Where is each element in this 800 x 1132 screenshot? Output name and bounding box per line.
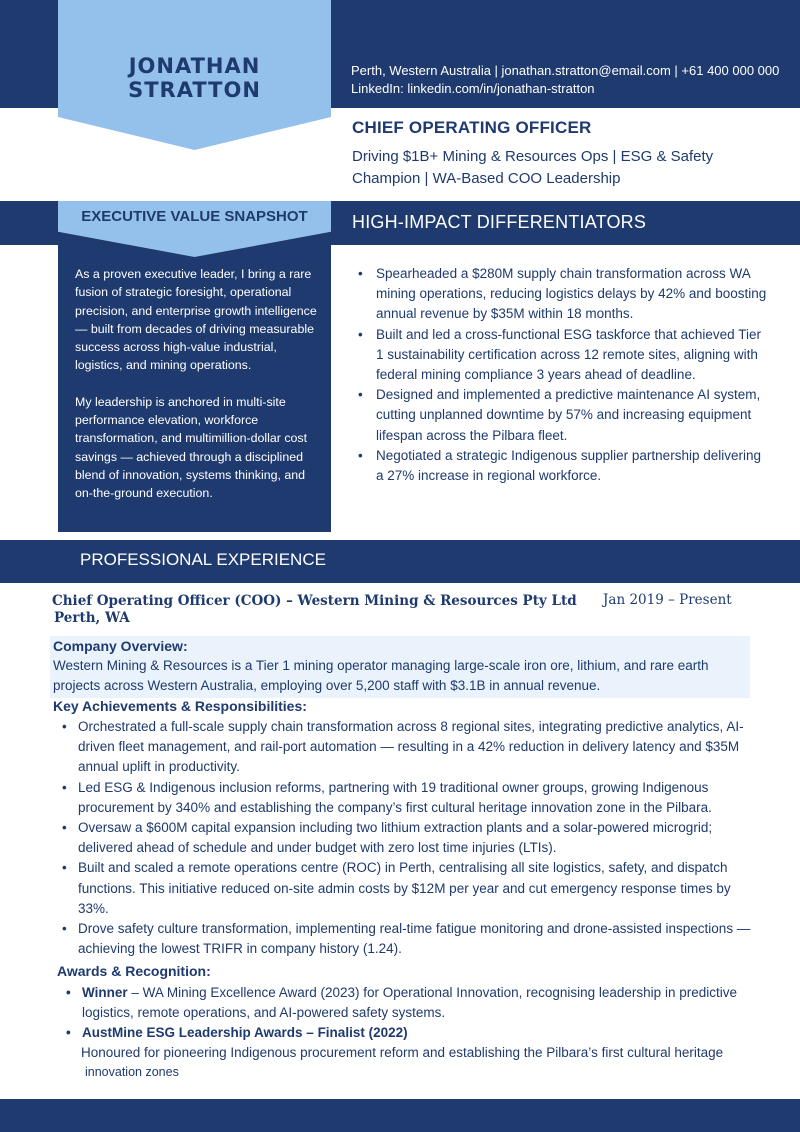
differentiators-list bbox=[358, 264, 768, 486]
awards-heading: Awards & Recognition: bbox=[57, 963, 211, 979]
snapshot-paragraph: My leadership is anchored in multi-site performance elevation, workforce transformation, and multimillion-dollar cost savings — achieved through a disciplined blend of innovation, systems thinking, and on-the-ground execution. bbox=[75, 394, 308, 501]
awards-list bbox=[66, 983, 756, 1044]
award-detail-continued: innovation zones bbox=[85, 1065, 179, 1079]
award-detail: Honoured for pioneering Indigenous procurement reform and establishing the Pilbara’s first cultural heritage bbox=[81, 1045, 724, 1060]
contact-line: Perth, Western Australia | jonathan.stratton@email.com | +61 400 000 000 bbox=[351, 63, 780, 78]
achievements-list bbox=[62, 717, 752, 959]
list-item: • Designed and implemented a predictive maintenance AI system, cutting unplanned downtime by 57% and increasing equipment lifespan across the Pilbara fleet. bbox=[358, 385, 768, 446]
award-text: – WA Mining Excellence Award (2023) for Operational Innovation, recognising leadership in predictive logistics, remote operations, and AI-powered safety systems. bbox=[82, 985, 737, 1021]
candidate-name: JONATHAN STRATTON bbox=[128, 54, 261, 102]
role-location: Perth, WA bbox=[54, 610, 130, 626]
snapshot-title: EXECUTIVE VALUE SNAPSHOT bbox=[81, 208, 308, 225]
list-item: • Built and led a cross-functional ESG taskforce that achieved Tier 1 sustainability certification across 12 remote sites, aligning with federal mining compliance 3 years ahead of deadline. bbox=[358, 325, 768, 386]
list-item: • Led ESG & Indigenous inclusion reforms, partnering with 19 traditional owner groups, growing Indigenous procurement by 340% and establishing the company’s first cultural heritage innovation zone in the Pilbara. bbox=[62, 778, 752, 818]
role-dates: Jan 2019 – Present bbox=[603, 592, 732, 608]
list-item: • Built and scaled a remote operations centre (ROC) in Perth, centralising all site logistics, safety, and dispatch functions. This initiative reduced on-site admin costs by $12M per year and cut emergency response times by 33%. bbox=[62, 858, 752, 919]
differentiators-title: HIGH-IMPACT DIFFERENTIATORS bbox=[352, 212, 647, 232]
award-label: Winner bbox=[82, 985, 128, 1000]
award-label: AustMine ESG Leadership Awards – Finalist (2022) bbox=[82, 1025, 408, 1041]
job-title: CHIEF OPERATING OFFICER bbox=[352, 118, 592, 137]
snapshot-paragraph: As a proven executive leader, I bring a rare fusion of strategic foresight, operational precision, and enterprise growth intelligence — built from decades of driving measurable success across high-value industrial, logistics, and mining operations. bbox=[75, 267, 317, 373]
experience-title: PROFESSIONAL EXPERIENCE bbox=[80, 550, 326, 569]
list-item: • Orchestrated a full-scale supply chain transformation across 8 regional sites, integrating predictive analytics, AI-driven fleet management, and rail-port automation — resulting in a 42% reduction in delivery latency and $35M annual uplift in productivity. bbox=[62, 717, 752, 778]
linkedin-line: LinkedIn: linkedin.com/in/jonathan-stratton bbox=[351, 81, 595, 96]
tagline-line: Driving $1B+ Mining & Resources Ops | ESG & Safety bbox=[352, 148, 714, 165]
award-item bbox=[66, 1023, 756, 1043]
achievements-heading: Key Achievements & Responsibilities: bbox=[53, 698, 307, 714]
list-item: • Oversaw a $600M capital expansion including two lithium extraction plants and a solar-powered microgrid; delivered ahead of schedule and under budget with zero lost time injuries (LTIs). bbox=[62, 818, 752, 858]
award-item bbox=[66, 983, 756, 1023]
tagline-line: Champion | WA-Based COO Leadership bbox=[352, 170, 621, 187]
tagline bbox=[352, 146, 772, 190]
contact-info bbox=[351, 62, 791, 98]
role-title: Chief Operating Officer (COO) – Western Mining & Resources Pty Ltd bbox=[52, 593, 577, 609]
snapshot-text bbox=[75, 265, 320, 503]
list-item: • Negotiated a strategic Indigenous supplier partnership delivering a 27% increase in regional workforce. bbox=[358, 446, 768, 486]
list-item: • Spearheaded a $280M supply chain transformation across WA mining operations, reducing logistics delays by 42% and boosting annual revenue by $35M within 18 months. bbox=[358, 264, 768, 325]
list-item: • Drove safety culture transformation, implementing real-time fatigue monitoring and drone-assisted inspections — achieving the lowest TRIFR in company history (1.24). bbox=[62, 919, 752, 959]
footer-band bbox=[0, 1099, 800, 1132]
overview-text: Western Mining & Resources is a Tier 1 mining operator managing large-scale iron ore, lithium, and rare earth projects across Western Australia, employing over 5,200 staff with $3.1B in annual revenue. bbox=[53, 658, 709, 693]
overview-heading: Company Overview: bbox=[53, 638, 188, 654]
